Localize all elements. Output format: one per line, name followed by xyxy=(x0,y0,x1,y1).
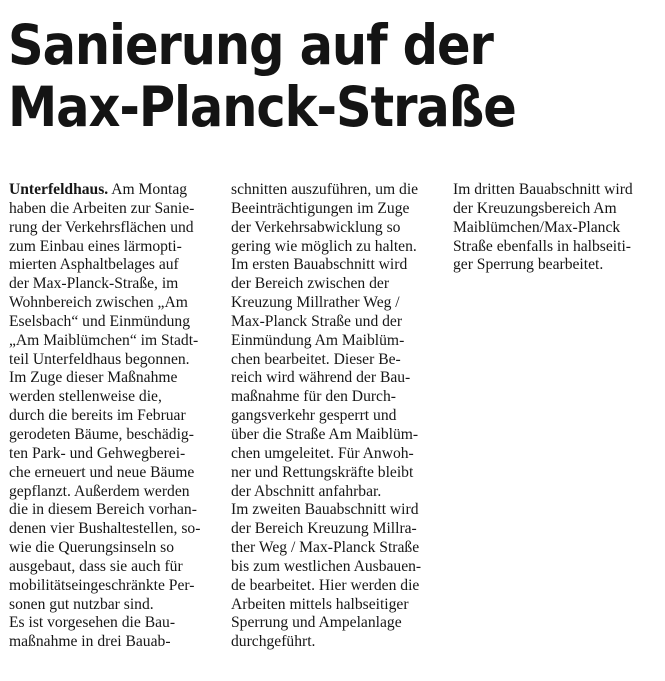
text-line: denen vier Bushaltestellen, so- xyxy=(9,520,201,538)
text-line: Sperrung und Ampelanlage xyxy=(231,614,402,632)
text-line: der Abschnitt anfahrbar. xyxy=(231,482,382,500)
text-line: Straße ebenfalls in halbseiti- xyxy=(453,237,631,255)
text-line: gering wie möglich zu halten. xyxy=(231,237,417,255)
text-line: der Verkehrsabwicklung so xyxy=(231,218,401,236)
text-line: über die Straße Am Maiblüm- xyxy=(231,425,419,443)
text-line: gerodeten Bäume, beschädig- xyxy=(9,425,194,443)
text-line: der Kreuzungsbereich Am xyxy=(453,199,617,217)
text-line xyxy=(9,181,221,200)
text-line: der Bereich Kreuzung Millra- xyxy=(231,520,417,538)
text-line: Im zweiten Bauabschnitt wird xyxy=(231,501,419,519)
text-line: ger Sperrung bearbeitet. xyxy=(453,256,604,274)
text-line: Im dritten Bauabschnitt wird xyxy=(453,181,633,198)
text-line: Arbeiten mittels halbseitiger xyxy=(231,595,409,613)
text-line: mobilitätseingeschränkte Per- xyxy=(9,576,195,594)
text-line: ausgebaut, dass sie auch für xyxy=(9,557,183,575)
text-line: Beeinträchtigungen im Zuge xyxy=(231,199,410,217)
headline-line-2: Max-Planck-Straße xyxy=(8,75,516,139)
article-column-3 xyxy=(453,181,658,275)
text-line: Kreuzung Millrather Weg / xyxy=(231,294,400,312)
text-line: durchgeführt. xyxy=(231,633,316,651)
text-line: Einmündung Am Maiblüm- xyxy=(231,331,405,349)
text-line: haben die Arbeiten zur Sanie- xyxy=(9,199,195,217)
text-line: che erneuert und neue Bäume xyxy=(9,463,195,481)
text-line: Im Zuge dieser Maßnahme xyxy=(9,369,178,387)
text-line: de bearbeitet. Hier werden die xyxy=(231,576,420,594)
article-column-2 xyxy=(231,181,444,652)
text-line: reich wird während der Bau- xyxy=(231,369,411,387)
text-line: schnitten auszuführen, um die xyxy=(231,181,419,198)
text-line: Maiblümchen/Max-Planck xyxy=(453,218,621,236)
text-line: der Max-Planck-Straße, im xyxy=(9,275,179,293)
text-line: sonen gut nutzbar sind. xyxy=(9,595,154,613)
text-line: gangsverkehr gesperrt und xyxy=(231,407,397,425)
text-line: werden stellenweise die, xyxy=(9,388,162,406)
text-line: Im ersten Bauabschnitt wird xyxy=(231,256,408,274)
text-line: mierten Asphaltbelages auf xyxy=(9,256,179,274)
text-line: teil Unterfeldhaus begonnen. xyxy=(9,350,190,368)
text-line: „Am Maiblümchen“ im Stadt- xyxy=(9,331,199,349)
text-line: bis zum westlichen Ausbauen- xyxy=(231,557,422,575)
text-line: zum Einbau eines lärmopti- xyxy=(9,237,182,255)
text-line: Max-Planck Straße und der xyxy=(231,312,403,330)
text-line: rung der Verkehrsflächen und xyxy=(9,218,194,236)
text-line: durch die bereits im Februar xyxy=(9,407,186,425)
text-line: maßnahme für den Durch- xyxy=(231,388,396,406)
text-line: ten Park- und Gehwegberei- xyxy=(9,444,186,462)
lead-location: Unterfeldhaus. xyxy=(9,181,109,198)
text-line: Es ist vorgesehen die Bau- xyxy=(9,614,176,632)
text-line: der Bereich zwischen der xyxy=(231,275,390,293)
text-line: ther Weg / Max-Planck Straße xyxy=(231,539,420,557)
article-headline xyxy=(8,14,593,138)
text-line: maßnahme in drei Bauab- xyxy=(9,633,171,651)
text-line: Eselsbach“ und Einmündung xyxy=(9,312,191,330)
text-line: die in diesem Bereich vorhan- xyxy=(9,501,197,519)
headline-line-1: Sanierung auf der xyxy=(8,13,493,77)
text-line: gepflanzt. Außerdem werden xyxy=(9,482,190,500)
article-column-1 xyxy=(9,181,221,652)
text-line: ner und Rettungskräfte bleibt xyxy=(231,463,414,481)
text-line-content: Am Montag xyxy=(108,181,188,198)
text-line: Wohnbereich zwischen „Am xyxy=(9,294,188,312)
text-line: chen bearbeitet. Dieser Be- xyxy=(231,350,401,368)
text-line: chen umgeleitet. Für Anwoh- xyxy=(231,444,414,462)
text-line: wie die Querungsinseln so xyxy=(9,539,175,557)
